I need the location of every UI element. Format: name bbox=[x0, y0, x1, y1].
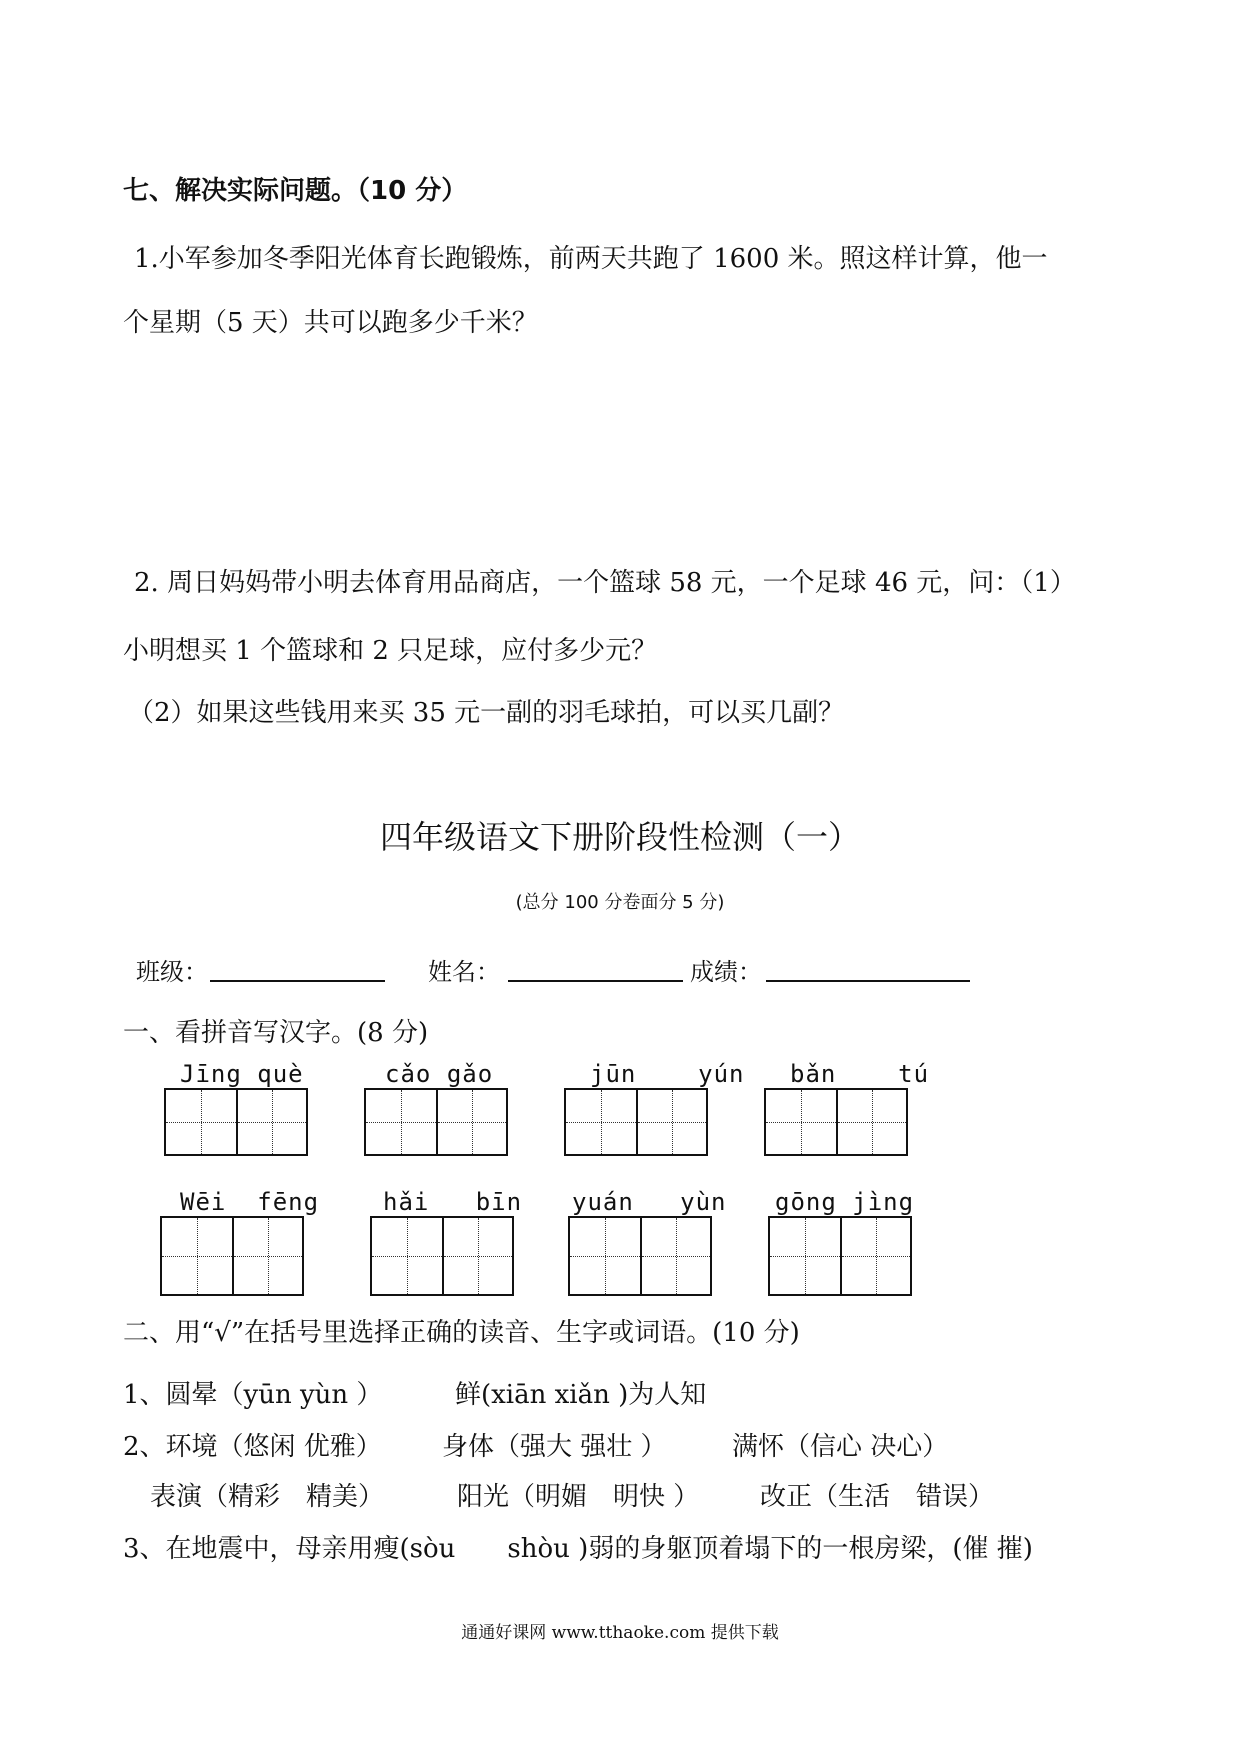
grid-cell[interactable] bbox=[640, 1218, 710, 1294]
pinyin-word: jūn yún bbox=[590, 1060, 745, 1088]
pinyin-word: Jīng què bbox=[180, 1060, 304, 1088]
pinyin-word: cǎo gǎo bbox=[385, 1060, 494, 1088]
grid-cell[interactable] bbox=[566, 1090, 636, 1154]
part-2-title: 二、用“√”在括号里选择正确的读音、生字或词语。(10 分) bbox=[123, 1318, 800, 1348]
grid-cell[interactable] bbox=[436, 1090, 506, 1154]
grid-cell[interactable] bbox=[770, 1218, 840, 1294]
q2-line-1: 2. 周日妈妈带小明去体育用品商店，一个篮球 58 元，一个足球 46 元，问：（1） bbox=[134, 568, 1076, 598]
grid-cell[interactable] bbox=[570, 1218, 640, 1294]
grid-cell[interactable] bbox=[232, 1218, 302, 1294]
part-1-title: 一、看拼音写汉字。(8 分) bbox=[123, 1018, 429, 1048]
name-label: 姓名： bbox=[428, 958, 500, 986]
grid-cell[interactable] bbox=[162, 1218, 232, 1294]
writing-grid[interactable] bbox=[160, 1216, 304, 1296]
section-7-title: 七、解决实际问题。（10 分） bbox=[123, 176, 468, 206]
grid-cell[interactable] bbox=[442, 1218, 512, 1294]
score-blank[interactable] bbox=[766, 980, 970, 982]
grid-cell[interactable] bbox=[372, 1218, 442, 1294]
class-label: 班级： bbox=[136, 958, 208, 986]
q1-line-2: 个星期（5 天）共可以跑多少千米？ bbox=[123, 308, 538, 338]
grid-cell[interactable] bbox=[766, 1090, 836, 1154]
part-2-q2f: 改正（生活 错误） bbox=[760, 1482, 995, 1512]
exam-subtitle: (总分 100 分卷面分 5 分) bbox=[515, 892, 725, 913]
part-2-q2b: 身体（强大 强壮 ） bbox=[442, 1432, 667, 1462]
writing-grid[interactable] bbox=[568, 1216, 712, 1296]
footer-credit: 通通好课网 www.tthaoke.com 提供下载 bbox=[461, 1623, 779, 1643]
writing-grid[interactable] bbox=[164, 1088, 308, 1156]
grid-cell[interactable] bbox=[840, 1218, 910, 1294]
part-2-q2c: 满怀（信心 决心） bbox=[732, 1432, 949, 1462]
pinyin-word: Wēi fēng bbox=[180, 1188, 320, 1216]
part-2-q2e: 阳光（明媚 明快 ） bbox=[457, 1482, 700, 1512]
pinyin-word: hǎi bīn bbox=[383, 1188, 523, 1216]
grid-cell[interactable] bbox=[636, 1090, 706, 1154]
writing-grid[interactable] bbox=[768, 1216, 912, 1296]
score-label: 成绩： bbox=[690, 958, 762, 986]
grid-cell[interactable] bbox=[236, 1090, 306, 1154]
exam-title: 四年级语文下册阶段性检测（一） bbox=[379, 818, 860, 856]
writing-grid[interactable] bbox=[564, 1088, 708, 1156]
grid-cell[interactable] bbox=[366, 1090, 436, 1154]
grid-cell[interactable] bbox=[166, 1090, 236, 1154]
class-blank[interactable] bbox=[210, 980, 385, 982]
part-2-q2d: 表演（精彩 精美） bbox=[150, 1482, 385, 1512]
pinyin-word: yuán yùn bbox=[572, 1188, 727, 1216]
part-2-q1a: 1、圆晕（yūn yùn ） bbox=[123, 1380, 383, 1410]
q2-line-2: 小明想买 1 个篮球和 2 只足球，应付多少元？ bbox=[123, 636, 658, 666]
writing-grid[interactable] bbox=[764, 1088, 908, 1156]
part-2-q1b: 鲜(xiān xiǎn )为人知 bbox=[455, 1380, 707, 1410]
q2-line-3: （2）如果这些钱用来买 35 元一副的羽毛球拍，可以买几副？ bbox=[128, 698, 845, 728]
writing-grid[interactable] bbox=[364, 1088, 508, 1156]
grid-cell[interactable] bbox=[836, 1090, 906, 1154]
writing-grid[interactable] bbox=[370, 1216, 514, 1296]
pinyin-word: gōng jìng bbox=[775, 1188, 915, 1216]
q1-line-1: 1.小军参加冬季阳光体育长跑锻炼，前两天共跑了 1600 米。照这样计算，他一 bbox=[134, 244, 1048, 274]
part-2-q2a: 2、环境（悠闲 优雅） bbox=[123, 1432, 382, 1462]
pinyin-word: bǎn tú bbox=[790, 1060, 930, 1088]
part-2-q3: 3、在地震中，母亲用瘦(sòu shòu )弱的身躯顶着塌下的一根房梁，(催 摧) bbox=[123, 1534, 1033, 1564]
name-blank[interactable] bbox=[508, 980, 683, 982]
